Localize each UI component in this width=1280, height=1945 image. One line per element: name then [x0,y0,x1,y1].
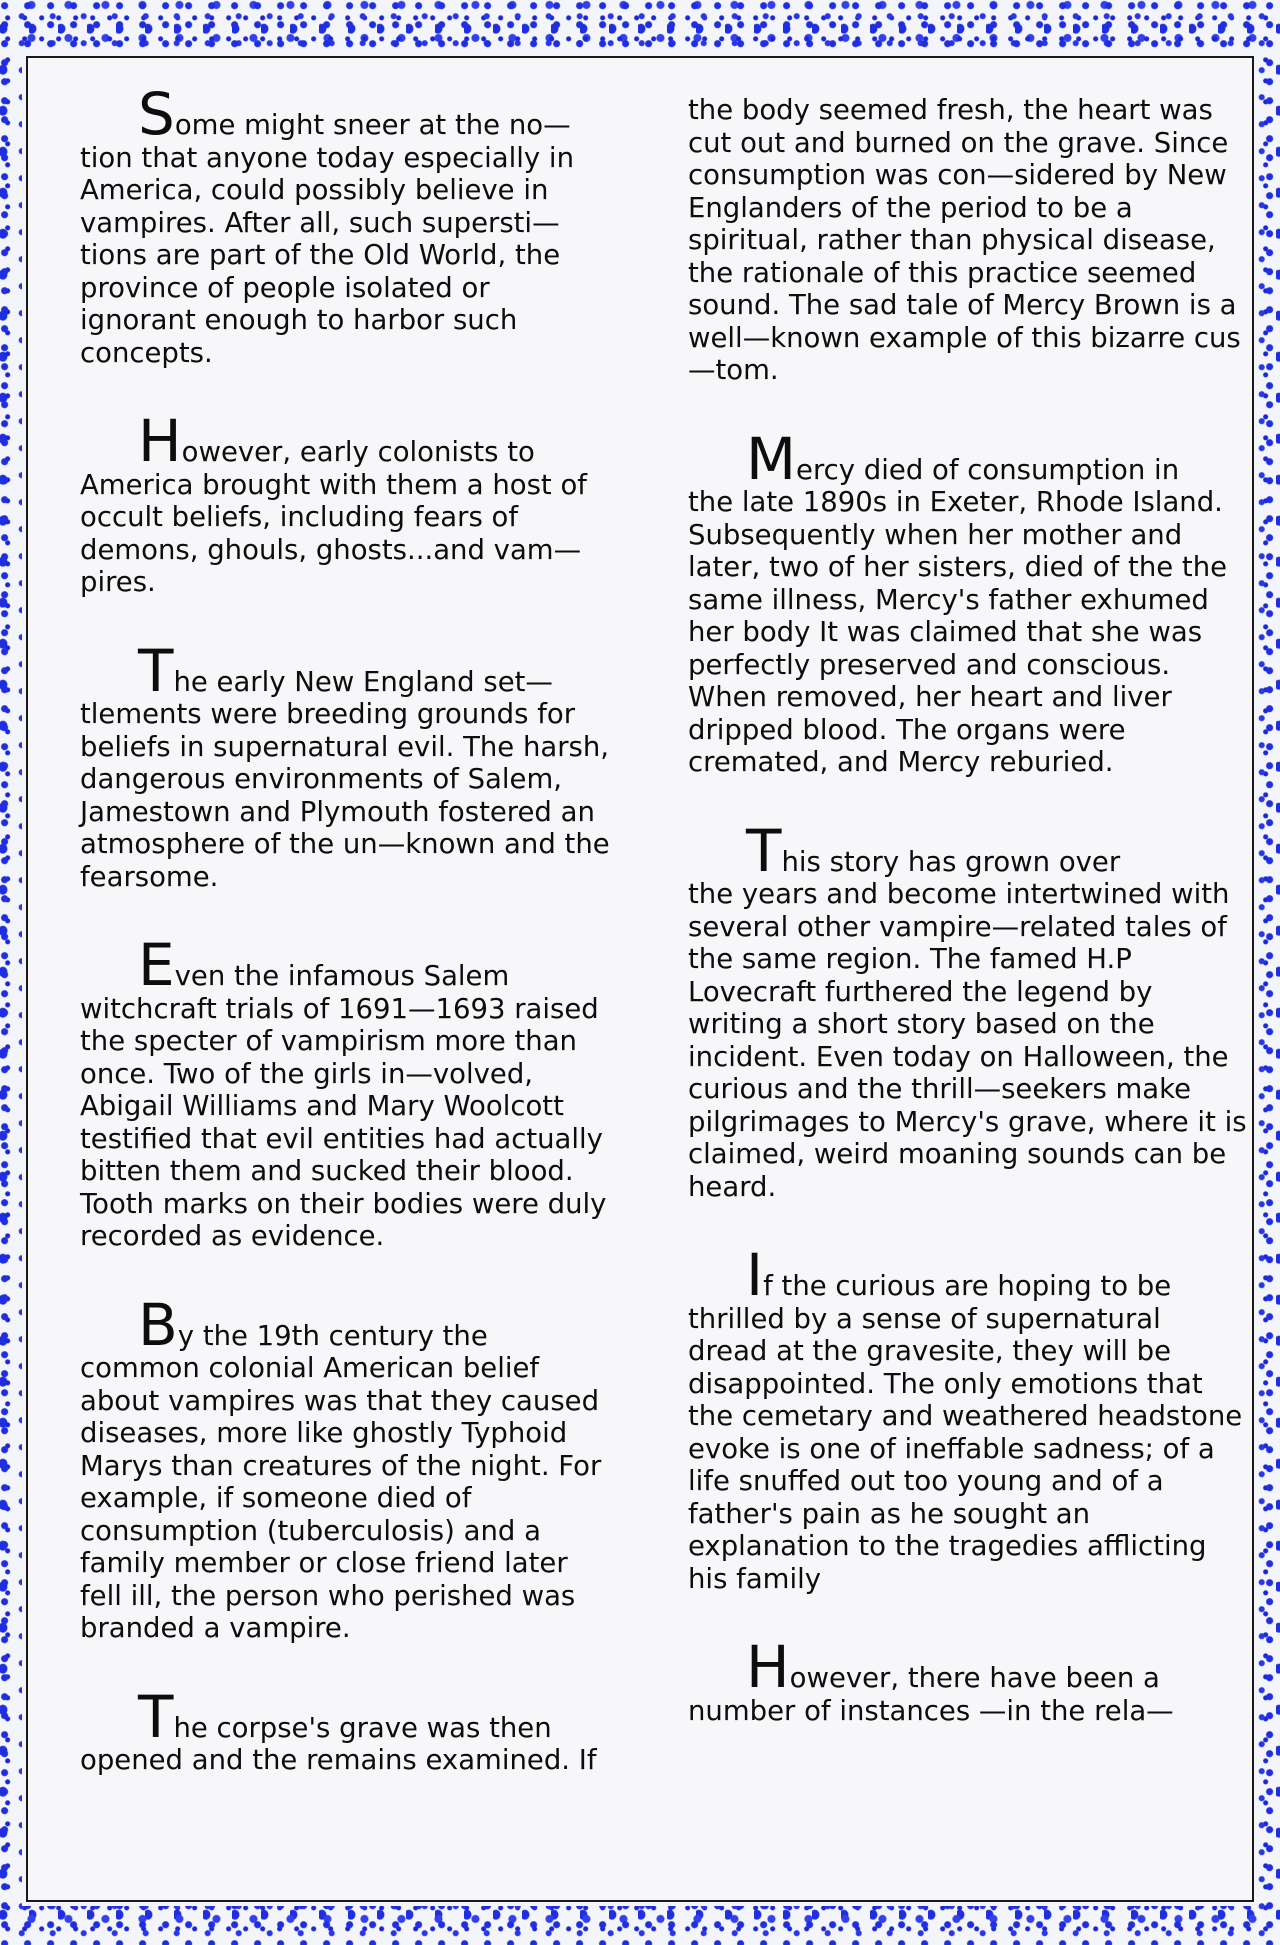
paragraph-first-line: ercy died of consumption in [796,453,1180,486]
paragraph-text: witchcraft trials of 1691—1693 raised the specter of vampirism more than once. Two of the girls in—volved, Abigail Williams and Mary Woolcott testified that evil entities had actually bitten them and sucked their blood. Tooth marks on their bodies were duly recorded as evidence. [80,992,607,1252]
paragraph-text: number of instances —in the rela— [688,1694,1174,1727]
drop-cap: E [138,931,175,999]
paragraph [80,1290,610,1645]
paragraph-first-line: ome might sneer at the no— [174,109,571,141]
drop-cap: S [138,80,175,148]
paragraph [688,94,1248,387]
paragraph [80,931,610,1253]
paragraph-first-line: he early New England set— [173,665,553,698]
paragraph-first-line: owever, there have been a [789,1662,1160,1694]
paragraph [80,80,610,369]
paragraph-first-line: owever, early colonists to [181,436,535,468]
drop-cap: M [746,424,797,493]
paragraph-first-line: his story has grown over [781,845,1121,878]
left-column [80,80,610,1777]
paragraph-text: America brought with them a host of occult beliefs, including fears of demons, ghouls, ghosts...and vam—pires. [80,468,587,598]
paragraph-first-line: y the 19th century the [177,1319,488,1352]
paragraph-text: the body seemed fresh, the heart was cut out and burned on the grave. Since consumption was con—sidered by New Englanders of the period to be a spiritual, rather than physical disease, the rationale of this practice seemed sound. The sad tale of Mercy Brown is a well—known example of this bizarre cus—tom. [688,94,1241,386]
paragraph-text: the years and become intertwined with several other vampire—related tales of the same region. The famed H.P Lovecraft furthered the legend by writing a short story based on the incident. Even today on Halloween, the curious and the thrill—seekers make pilgrimages to Mercy's grave, where it is claimed, weird moaning sounds can be heard. [688,878,1247,1203]
drop-cap: B [138,1290,178,1359]
drop-cap: T [138,1682,174,1751]
paragraph-first-line: f the curious are hoping to be [763,1270,1172,1302]
drop-cap: H [138,407,182,475]
paragraph [688,424,1248,779]
right-column [688,94,1248,1727]
text-panel [26,56,1254,1902]
paragraph [688,1241,1248,1595]
paragraph-text: tion that anyone today especially in America, could possibly believe in vampires. After all, such supersti—tions are part of the Old World, the province of people isolated or ignorant enough to harbor such concepts. [80,141,575,369]
paragraph-text: opened and the remains examined. If [80,1744,597,1776]
paragraph [688,816,1248,1204]
drop-cap: H [746,1633,790,1701]
paragraph-text: the late 1890s in Exeter, Rhode Island. Subsequently when her mother and later, two of her sisters, died of the the same illness, Mercy's father exhumed her body It was claimed that she was perfectly preserved and conscious. When removed, her heart and liver dripped blood. The organs were cremated, and Mercy reburied. [688,486,1228,778]
drop-cap: I [746,1241,764,1309]
drop-cap: T [746,816,782,885]
paragraph-first-line: he corpse's grave was then [173,1711,552,1744]
drop-cap: T [138,636,174,705]
paragraph [80,407,610,599]
paragraph-first-line: ven the infamous Salem [174,960,510,992]
paragraph-text: tlements were breeding grounds for beliefs in supernatural evil. The harsh, dangerous environments of Salem, Jamestown and Plymouth fostered an atmosphere of the un—known and the fearsome. [80,698,610,893]
paragraph [80,1682,610,1777]
paragraph-text: common colonial American belief about vampires was that they caused diseases, more like ghostly Typhoid Marys than creatures of the night. For example, if someone died of consumption (tuberculosis) and a family member or close friend later fell ill, the person who perished was branded a vampire. [80,1352,602,1644]
paragraph [80,636,610,894]
paragraph-text: thrilled by a sense of supernatural dread at the gravesite, they will be disappointed. The only emotions that the cemetary and weathered headstone evoke is one of ineffable sadness; of a life snuffed out too young and of a father's pain as he sought an explanation to the tragedies afflicting his family [688,1302,1243,1595]
paragraph [688,1633,1248,1727]
